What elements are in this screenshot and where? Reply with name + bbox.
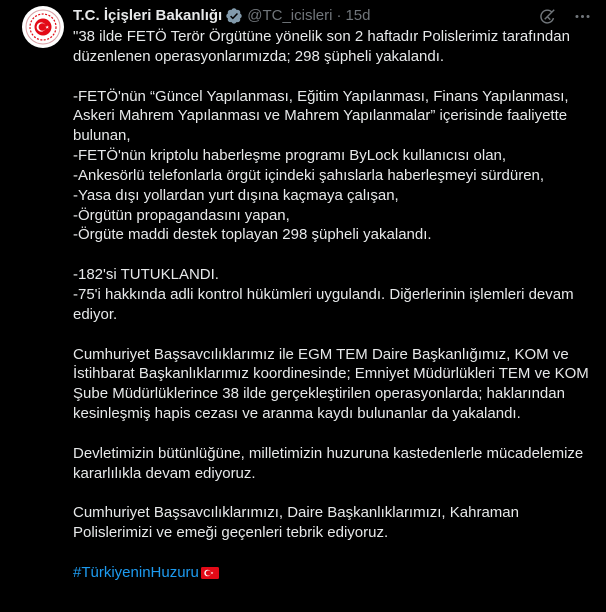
paragraph-coordination: Cumhuriyet Başsavcılıklarımız ile EGM TEM Daire Başkanlığımız, KOM ve İstihbarat Başkanlıklarımız koordinesinde; Emniyet Müdürlükleri TEM ve KOM Şube Müdürlüklerince 38 ilde gerçekleştirilen operasyonlarda; haklarından kesinleşmiş hapis cezası ve aranma kaydı bulunanlar da yakalandı. [73, 345, 593, 423]
paragraph-criteria-list: -FETÖ'nün “Güncel Yapılanması, Eğitim Yapılanması, Finans Yapılanması, Askeri Mahrem Yapılanması ve Mahrem Yapılanmalar” içerisinde faaliyette bulunan, -FETÖ'nün kriptolu haberleşme programı ByLock kullanıcısı olan, -Ankesörlü telefonlarla örgüt içindeki şahıslarla haberleşmeyi sürdüren, -Yasa dışı yollardan yurt dışına kaçmaya çalışan, -Örgütün propagandasını yapan, -Örgüte maddi destek toplayan 298 şüpheli yakalandı. [73, 87, 569, 244]
paragraph-intro: "38 ilde FETÖ Terör Örgütüne yönelik son 2 haftadır Polislerimiz tarafından düzenlenen operasyonlarımızda; 298 şüpheli yakalandı. [73, 28, 575, 65]
grok-icon[interactable] [538, 7, 557, 26]
turkish-flag-icon [201, 567, 219, 579]
timestamp[interactable]: 15d [345, 7, 371, 24]
hashtag-line [73, 563, 592, 583]
author-name[interactable]: T.C. İçişleri Bakanlığı [73, 7, 223, 24]
author-handle[interactable]: @TC_icisleri [247, 7, 333, 24]
paragraph-determination: Devletimizin bütünlüğüne, milletimizin huzuruna kastedenlerle mücadelemize kararlılıkla devam ediyoruz. [73, 444, 588, 482]
tweet-content [73, 6, 592, 583]
paragraph-results: -182'si TUTUKLANDI. -75'i hakkında adli kontrol hükümleri uygulandı. Diğerlerinin işlemleri devam ediyor. [73, 266, 574, 323]
ministry-emblem-icon [25, 9, 61, 45]
verified-badge-icon [225, 7, 243, 25]
tweet-header [73, 6, 592, 26]
paragraph-congratulations: Cumhuriyet Başsavcılıklarımızı, Daire Başkanlıklarımızı, Kahraman Polislerimizi ve emeği geçenleri tebrik ediyoruz. [73, 504, 524, 542]
hashtag-link[interactable]: #TürkiyeninHuzuru [73, 563, 199, 581]
header-actions [538, 6, 592, 26]
separator-dot: · [336, 7, 342, 24]
more-icon[interactable] [573, 7, 592, 26]
tweet-text [73, 27, 592, 583]
avatar[interactable] [22, 6, 64, 48]
